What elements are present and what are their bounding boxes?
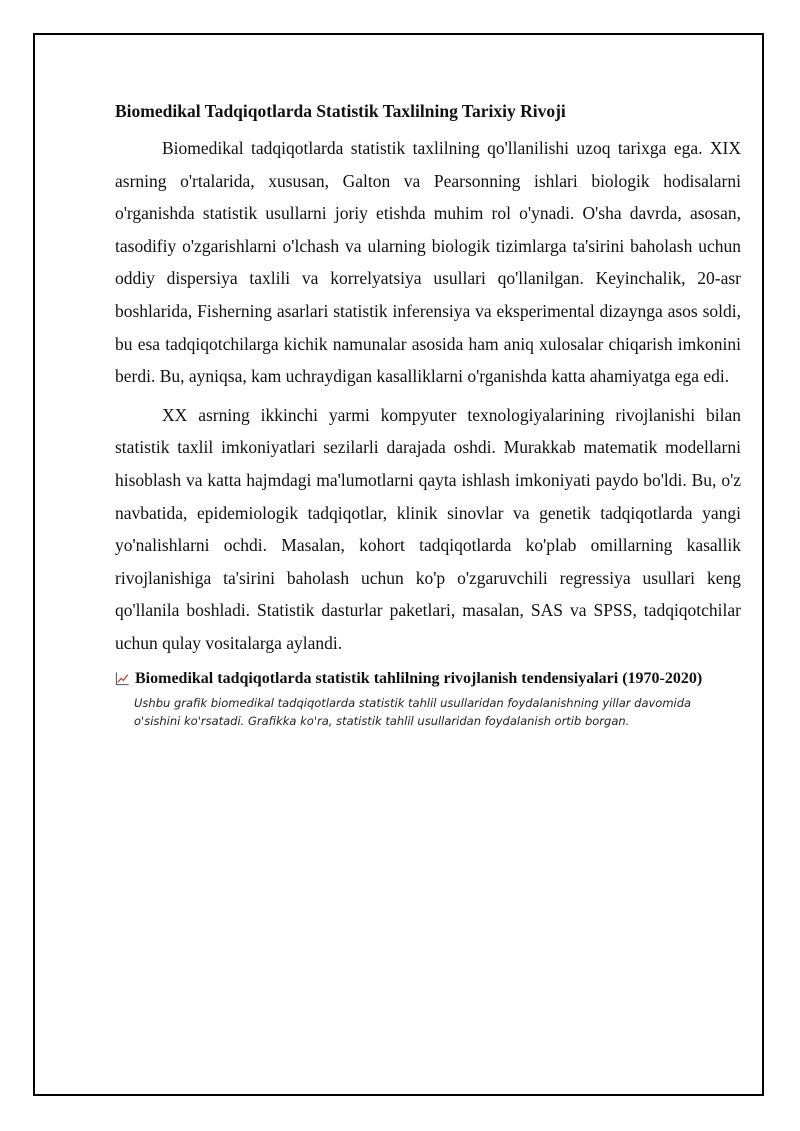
paragraph-1: Biomedikal tadqiqotlarda statistik taxlilning qo'llanilishi uzoq tarixga ega. XIX asrning o'rtalarida, xususan, Galton va Pearsonning ishlari biologik hodisalarni o'rganishda statistik usullarni joriy etishda muhim rol o'ynadi. O'sha davrda, asosan, tasodifiy o'zgarishlarni o'lchash va ularning biologik tizimlarga ta'sirini baholash uchun oddiy dispersiya taxlili va korrelyatsiya usullari qo'llanilgan. Keyinchalik, 20-asr boshlarida, Fisherning asarlari statistik inferensiya va eksperimental dizaynga asos soldi, bu esa tadqiqotchilarga kichik namunalar asosida ham aniq xulosalar chiqarish imkonini berdi. Bu, ayniqsa, kam uchraydigan kasalliklarni o'rganishda katta ahamiyatga ega edi. xyxy=(115,138,741,387)
figure-title-row xyxy=(115,668,741,690)
paragraph-2: XX asrning ikkinchi yarmi kompyuter texnologiyalarining rivojlanishi bilan statistik taxlil imkoniyatlari sezilarli darajada oshdi. Murakkab matematik modellarni hisoblash va katta hajmdagi ma'lumotlarni qayta ishlash imkoniyati paydo bo'ldi. Bu, o'z navbatida, epidemiologik tadqiqotlar, klinik sinovlar va genetik tadqiqotlarda yangi yo'nalishlarni ochdi. Masalan, kohort tadqiqotlarda ko'plab omillarning kasallik rivojlanishiga ta'sirini baholash uchun ko'p o'zgaruvchili regressiya usullari keng qo'llanila boshladi. Statistik dasturlar paketlari, masalan, SAS va SPSS, tadqiqotchilar uchun qulay vositalarga aylandi. xyxy=(115,404,741,653)
document-title: Biomedikal Tadqiqotlarda Statistik Taxlilning Tarixiy Rivoji xyxy=(115,101,566,121)
chart-increasing-icon xyxy=(115,671,130,686)
figure-title: Biomedikal tadqiqotlarda statistik tahlilning rivojlanish tendensiyalari (1970-2020) xyxy=(135,669,703,687)
document-body xyxy=(115,98,741,730)
figure-description: Ushbu grafik biomedikal tadqiqotlarda statistik tahlil usullaridan foydalanishning yillar davomida o'sishini ko'rsatadi. Grafikka ko'ra, statistik tahlil usullaridan foydalanish ortib borgan. xyxy=(134,695,692,728)
figure-caption-block xyxy=(115,668,741,730)
